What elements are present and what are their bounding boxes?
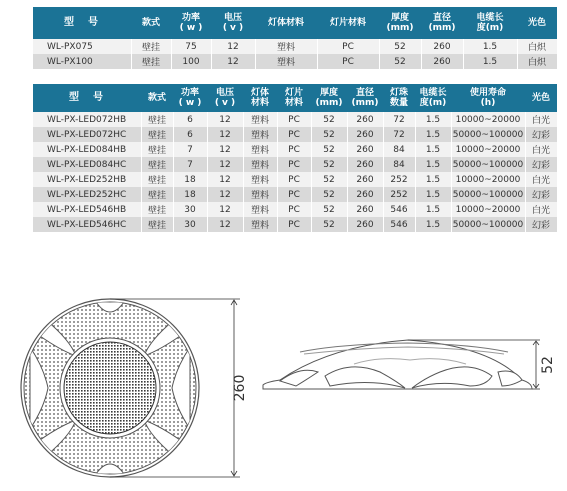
table-cell: 252 [383,172,415,187]
table-cell: PC [277,217,311,232]
table-cell: PC [277,157,311,172]
table-cell: 塑料 [255,54,317,69]
column-header: 电缆长 度(m) [463,7,517,39]
table-cell: 塑料 [243,172,277,187]
table-cell: 50000~100000 [451,157,525,172]
table-cell: 52 [311,157,347,172]
table-cell: 260 [347,202,383,217]
table-cell: 1.5 [415,202,451,217]
table-cell: PC [277,202,311,217]
table-cell: 260 [347,172,383,187]
table-cell: 12 [207,202,243,217]
table-cell: 52 [311,127,347,142]
table-cell: 塑料 [243,202,277,217]
table-cell: 1.5 [415,157,451,172]
model-cell: WL-PX-LED546HB [33,202,141,217]
table-cell: 塑料 [243,187,277,202]
table-cell: 260 [347,157,383,172]
table-cell: 壁挂 [141,112,173,127]
table-cell: 260 [421,54,463,69]
table-cell: 260 [421,39,463,54]
table-cell: 10000~20000 [451,142,525,157]
table-cell: 幻彩 [525,217,557,232]
table-cell: 84 [383,142,415,157]
table-cell: PC [277,172,311,187]
model-cell: WL-PX-LED546HC [33,217,141,232]
table-cell: 50000~100000 [451,127,525,142]
column-header: 型 号 [33,7,131,39]
model-cell: WL-PX-LED072HB [33,112,141,127]
column-header: 直径 (mm) [347,84,383,112]
table-cell: 塑料 [255,39,317,54]
table-cell: 白光 [525,112,557,127]
table-cell: 260 [347,187,383,202]
table-cell: 塑料 [243,112,277,127]
table-cell: 10000~20000 [451,112,525,127]
table-cell: 塑料 [243,127,277,142]
table-cell: 1.5 [415,127,451,142]
column-header: 功率 ( w ) [173,84,207,112]
table-cell: 52 [379,54,421,69]
table-cell: 壁挂 [141,142,173,157]
table-cell: 壁挂 [131,54,171,69]
column-header: 款式 [131,7,171,39]
table-cell: 1.5 [415,187,451,202]
column-header: 款式 [141,84,173,112]
table-cell: 6 [173,112,207,127]
table-cell: 1.5 [415,217,451,232]
table-cell: 50000~100000 [451,187,525,202]
model-cell: WL-PX100 [33,54,131,69]
table-cell: 1.5 [415,112,451,127]
table-cell: 52 [379,39,421,54]
table-cell: 18 [173,172,207,187]
table-cell: 546 [383,202,415,217]
model-cell: WL-PX-LED072HC [33,127,141,142]
table-cell: 1.5 [463,39,517,54]
table-cell: 壁挂 [131,39,171,54]
table-cell: 52 [311,202,347,217]
column-header: 使用寿命 (h) [451,84,525,112]
column-header: 电压 ( v ) [211,7,255,39]
height-label: 52 [540,356,556,374]
column-header: 光色 [525,84,557,112]
table-cell: 100 [171,54,211,69]
column-header: 光色 [517,7,557,39]
table-cell: 52 [311,187,347,202]
table-cell: PC [277,187,311,202]
column-header: 灯体 材料 [243,84,277,112]
column-header: 灯片 材料 [277,84,311,112]
column-header: 电缆长 度(m) [415,84,451,112]
table-cell: 260 [347,112,383,127]
table-cell: 12 [207,142,243,157]
diameter-label: 260 [232,374,248,402]
column-header: 灯片材料 [317,7,379,39]
table-cell: 白光 [525,142,557,157]
table-cell: 30 [173,217,207,232]
model-cell: WL-PX-LED084HC [33,157,141,172]
table-cell: 壁挂 [141,172,173,187]
table-cell: 84 [383,157,415,172]
table-cell: 260 [347,142,383,157]
table-cell: 10000~20000 [451,202,525,217]
table-cell: 1.5 [415,142,451,157]
table-cell: 52 [311,112,347,127]
table-cell: 幻彩 [525,187,557,202]
table-cell: 30 [173,202,207,217]
table-cell: 260 [347,217,383,232]
table-cell: 1.5 [415,172,451,187]
column-header: 厚度 (mm) [311,84,347,112]
table-cell: 塑料 [243,157,277,172]
table-cell: 72 [383,127,415,142]
table-cell: 幻彩 [525,127,557,142]
table-cell: 52 [311,142,347,157]
table-cell: PC [277,112,311,127]
table-cell: 壁挂 [141,157,173,172]
table-cell: 12 [207,172,243,187]
column-header: 电压 ( v ) [207,84,243,112]
model-cell: WL-PX-LED252HC [33,187,141,202]
table-cell: 12 [211,39,255,54]
table-cell: PC [277,142,311,157]
table-cell: 7 [173,142,207,157]
table-cell: 壁挂 [141,202,173,217]
table-cell: 塑料 [243,142,277,157]
table-cell: 1.5 [463,54,517,69]
table-cell: 52 [311,217,347,232]
table-cell: 12 [207,217,243,232]
table-cell: 75 [171,39,211,54]
column-header: 灯体材料 [255,7,317,39]
table-cell: 白炽 [517,39,557,54]
table-cell: 12 [207,112,243,127]
table-cell: PC [277,127,311,142]
table-cell: 白光 [525,202,557,217]
table-cell: PC [317,39,379,54]
table-cell: 260 [347,127,383,142]
table-cell: 壁挂 [141,127,173,142]
column-header: 灯珠 数量 [383,84,415,112]
column-header: 功率 ( w ) [171,7,211,39]
table-cell: 12 [207,187,243,202]
table-cell: 50000~100000 [451,217,525,232]
table-cell: 10000~20000 [451,172,525,187]
table-cell: 546 [383,217,415,232]
table-cell: PC [317,54,379,69]
column-header: 厚度 (mm) [379,7,421,39]
table-cell: 壁挂 [141,217,173,232]
column-header: 型 号 [33,84,141,112]
table-cell: 12 [211,54,255,69]
table-cell: 壁挂 [141,187,173,202]
table-cell: 6 [173,127,207,142]
model-cell: WL-PX-LED084HB [33,142,141,157]
table-cell: 52 [311,172,347,187]
front-view-drawing [21,299,199,477]
table-cell: 幻彩 [525,157,557,172]
table-cell: 塑料 [243,217,277,232]
table-cell: 白炽 [517,54,557,69]
table-cell: 72 [383,112,415,127]
model-cell: WL-PX075 [33,39,131,54]
table-cell: 12 [207,127,243,142]
model-cell: WL-PX-LED252HB [33,172,141,187]
table-cell: 白光 [525,172,557,187]
table-cell: 18 [173,187,207,202]
side-view-drawing [263,340,532,389]
column-header: 直径 (mm) [421,7,463,39]
table-cell: 7 [173,157,207,172]
table-cell: 12 [207,157,243,172]
table-cell: 252 [383,187,415,202]
